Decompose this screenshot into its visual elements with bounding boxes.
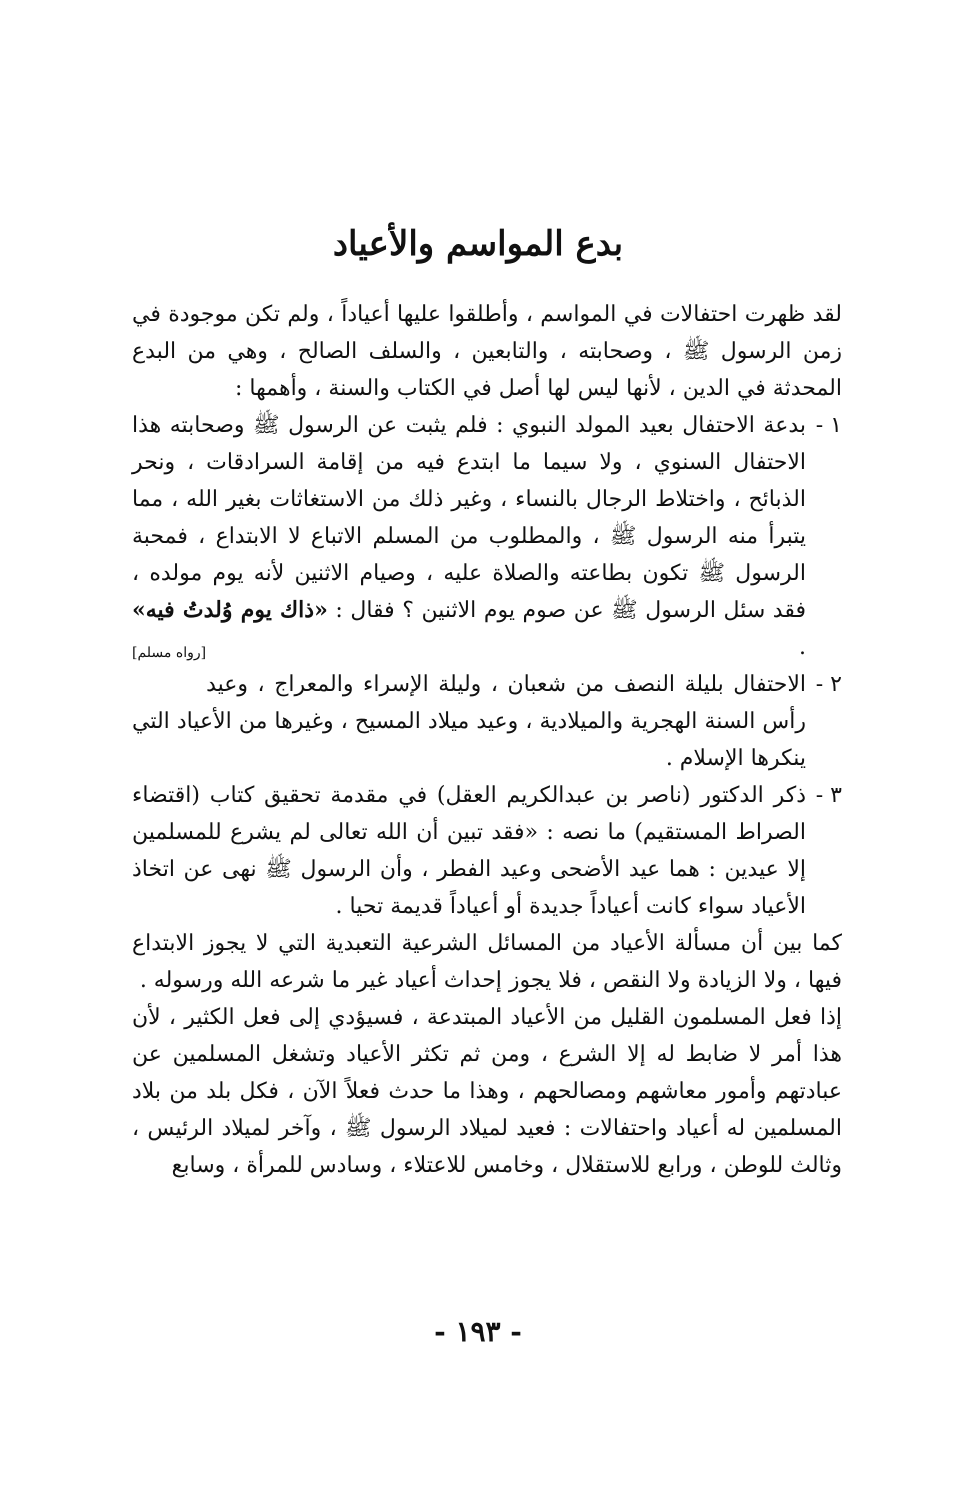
quote-end: . (799, 635, 806, 660)
hadith-quote: «ذاك يوم وُلدتُ فيه» (132, 597, 328, 623)
list-item-2 (132, 666, 842, 777)
list-item-number: ٣ - (815, 783, 842, 808)
intro-paragraph: لقد ظهرت احتفالات في المواسم ، وأطلقوا عليها أعياداً ، ولم تكن موجودة في زمن الرسول ﷺ ، وصحابته ، والتابعين ، والسلف الصالح ، وهي من البدع المحدثة في الدين ، لأنها ليس لها أصل في الكتاب والسنة ، وأهمها : (132, 302, 842, 401)
paragraph-2: إذا فعل المسلمون القليل من الأعياد المبتدعة ، فسيؤدي إلى فعل الكثير ، لأن هذا أمر لا ضابط له إلا الشرع ، ومن ثم تكثر الأعياد وتشغل المسلمين عن عبادتهم وأمور معاشهم ومصالحهم ، وهذا ما حدث فعلاً الآن ، فكل بلد من بلاد المسلمين له أعياد واحتفالات : فعيد لميلاد الرسول ﷺ ، وآخر لميلاد الرئيس ، وثالث للوطن ، ورابع للاستقلال ، وخامس للاعتلاء ، وسادس للمرأة ، وسابع (132, 1005, 842, 1178)
page-body (132, 296, 842, 1184)
list-item-1 (132, 407, 842, 666)
page-title: بدع المواسم والأعياد (332, 224, 624, 264)
list-item-number: ٢ - (815, 672, 842, 697)
list-item-number: ١ - (815, 413, 842, 438)
list-item-text: بدعة الاحتفال بعيد المولد النبوي : فلم يثبت عن الرسول ﷺ وصحابته هذا الاحتفال السنوي ، ولا سيما ما ابتدع فيه من إقامة السرادقات ، ونحر الذبائح ، واختلاط الرجال بالنساء ، وغير ذلك من الاستغاثات بغير الله ، مما يتبرأ منه الرسول ﷺ ، والمطلوب من المسلم الاتباع لا الابتداع ، فمحبة الرسول ﷺ تكون بطاعته والصلاة عليه ، وصيام الاثنين لأنه يوم مولده ، فقد سئل الرسول ﷺ عن صوم يوم الاثنين ؟ فقال : (132, 413, 807, 623)
paragraph-1: كما بين أن مسألة الأعياد من المسائل الشرعية التعبدية التي لا يجوز الابتداع فيها ، ولا الزيادة ولا النقص ، فلا يجوز إحداث أعياد غير ما شرعه الله ورسوله . (132, 931, 842, 993)
hadith-reference: [رواه مسلم] (132, 645, 207, 661)
list-item-text: ذكر الدكتور (ناصر بن عبدالكريم العقل) في مقدمة تحقيق كتاب (اقتضاء الصراط المستقيم) ما نصه : «فقد تبين أن الله تعالى لم يشرع للمسلمين إلا عيدين : هما عيد الأضحى وعيد الفطر ، وأن الرسول ﷺ نهى عن اتخاذ الأعياد سواء كانت أعياداً جديدة أو أعياداً قديمة تحيا . (132, 783, 806, 919)
list-item-text: الاحتفال بليلة النصف من شعبان ، وليلة الإسراء والمعراج ، وعيد رأس السنة الهجرية والميلادية ، وعيد ميلاد المسيح ، وغيرها من الأعياد التي ينكرها الإسلام . (132, 672, 806, 771)
list-item-3 (132, 777, 842, 925)
page-number: - ١٩٣ - (434, 1315, 522, 1348)
